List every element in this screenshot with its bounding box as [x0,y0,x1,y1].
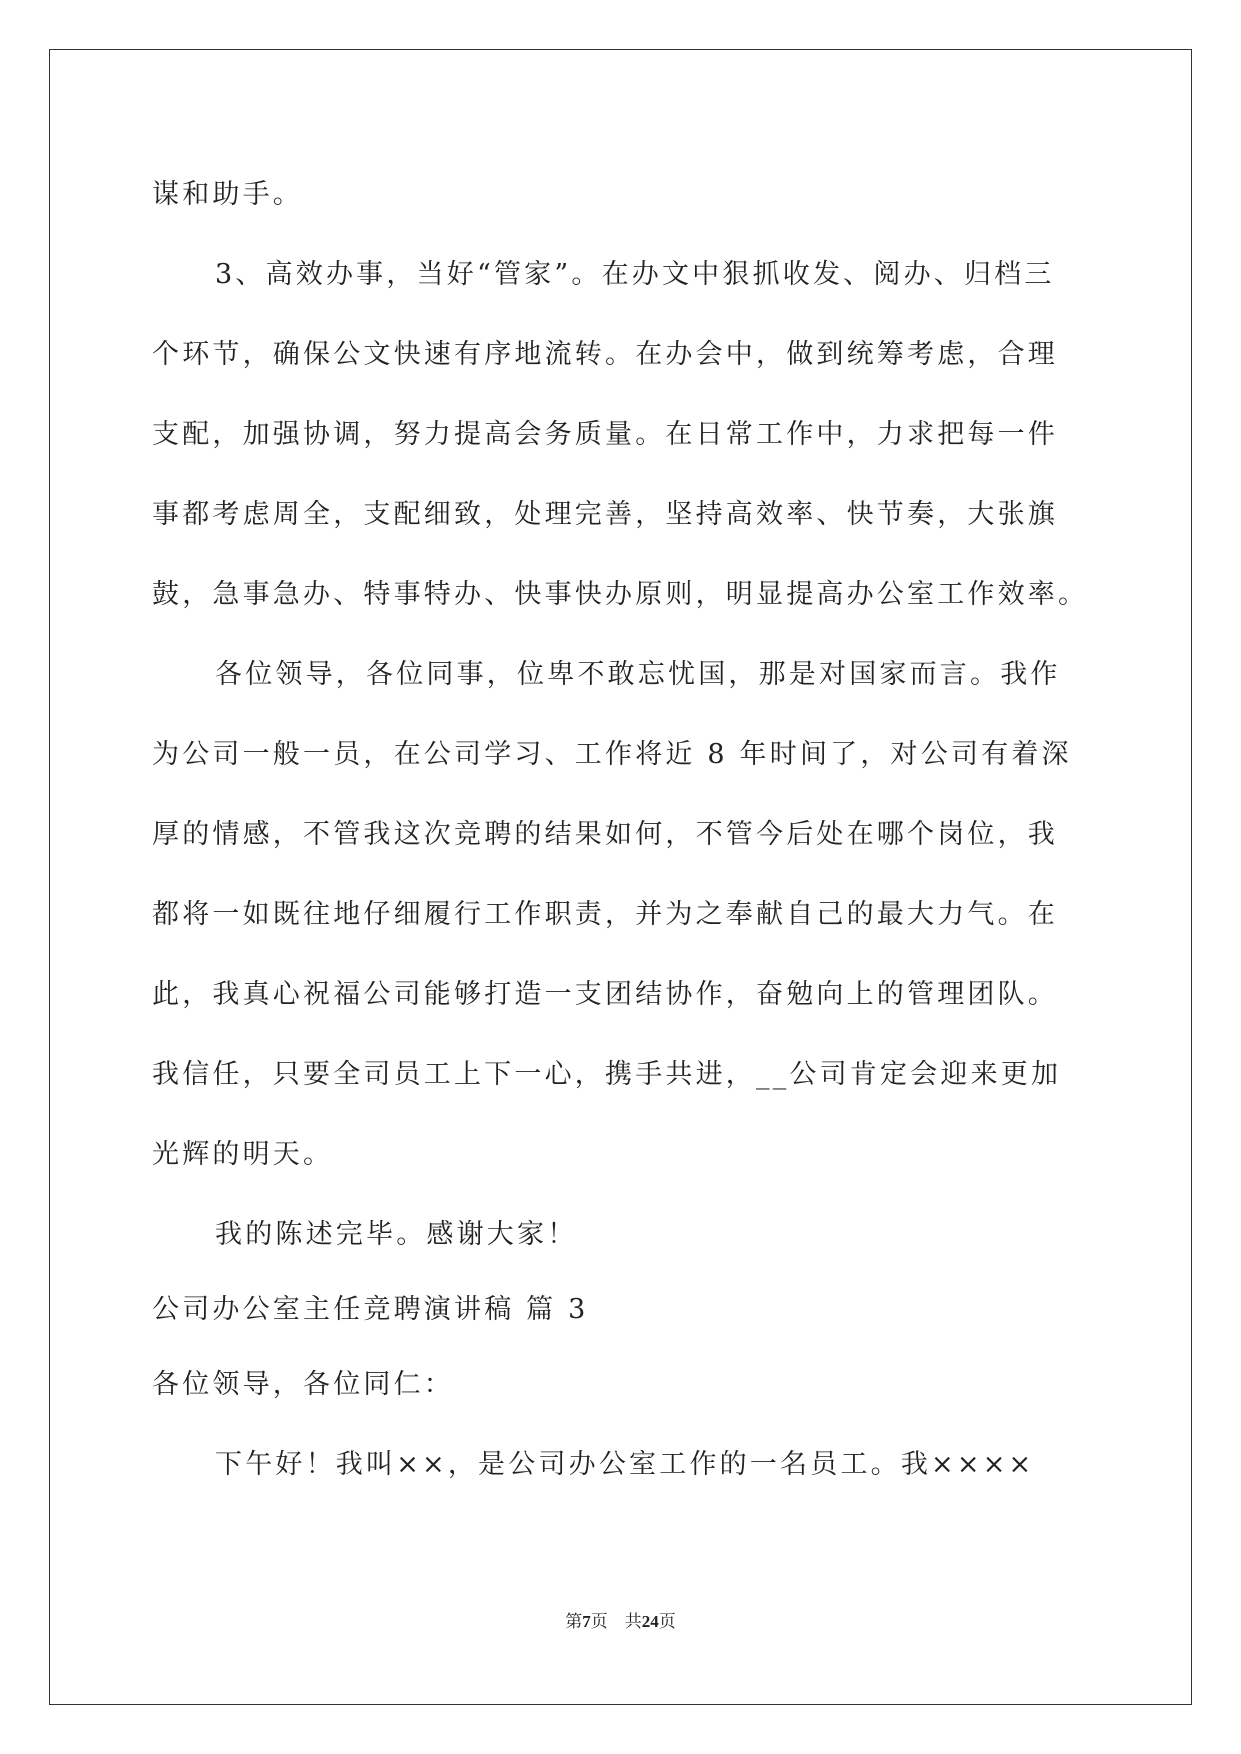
footer-prefix: 第 [565,1612,583,1631]
footer-total-suffix: 页 [658,1612,676,1631]
text-line: 谋和助手。 [152,179,303,210]
text-line: 我信任，只要全司员工上下一心，携手共进，__公司肯定会迎来更加 [152,1059,1062,1090]
page-footer [0,1607,1241,1632]
text-line: 下午好！我叫××，是公司办公室工作的一名员工。我×××× [215,1449,1035,1480]
text-line: 我的陈述完毕。感谢大家！ [215,1219,578,1250]
text-line: 厚的情感，不管我这次竞聘的结果如何，不管今后处在哪个岗位，我 [152,819,1058,850]
footer-page-suffix: 页 [590,1612,608,1631]
text-line: 都将一如既往地仔细履行工作职责，并为之奉献自己的最大力气。在 [152,899,1058,930]
section-heading: 公司办公室主任竞聘演讲稿 篇 3 [152,1294,589,1325]
footer-total-pages: 24 [641,1612,659,1631]
text-line: 为公司一般一员，在公司学习、工作将近 8 年时间了，对公司有着深 [152,739,1072,770]
text-line: 事都考虑周全，支配细致，处理完善，坚持高效率、快节奏，大张旗 [152,499,1058,530]
text-line: 光辉的明天。 [152,1139,334,1170]
text-line: 3、高效办事，当好“管家”。在办文中狠抓收发、阅办、归档三 [215,259,1055,290]
document-body [152,155,1092,1505]
text-line: 支配，加强协调，努力提高会务质量。在日常工作中，力求把每一件 [152,419,1058,450]
salutation: 各位领导，各位同仁： [152,1369,454,1400]
text-line: 各位领导，各位同事，位卑不敢忘忧国，那是对国家而言。我作 [215,659,1061,690]
footer-page-number: 7 [582,1612,591,1631]
text-line: 鼓，急事急办、特事特办、快事快办原则，明显提高办公室工作效率。 [152,579,1089,610]
text-line: 此，我真心祝福公司能够打造一支团结协作，奋勉向上的管理团队。 [152,979,1058,1010]
text-line: 个环节，确保公文快速有序地流转。在办会中，做到统筹考虑，合理 [152,339,1058,370]
footer-total-prefix: 共 [624,1612,642,1631]
